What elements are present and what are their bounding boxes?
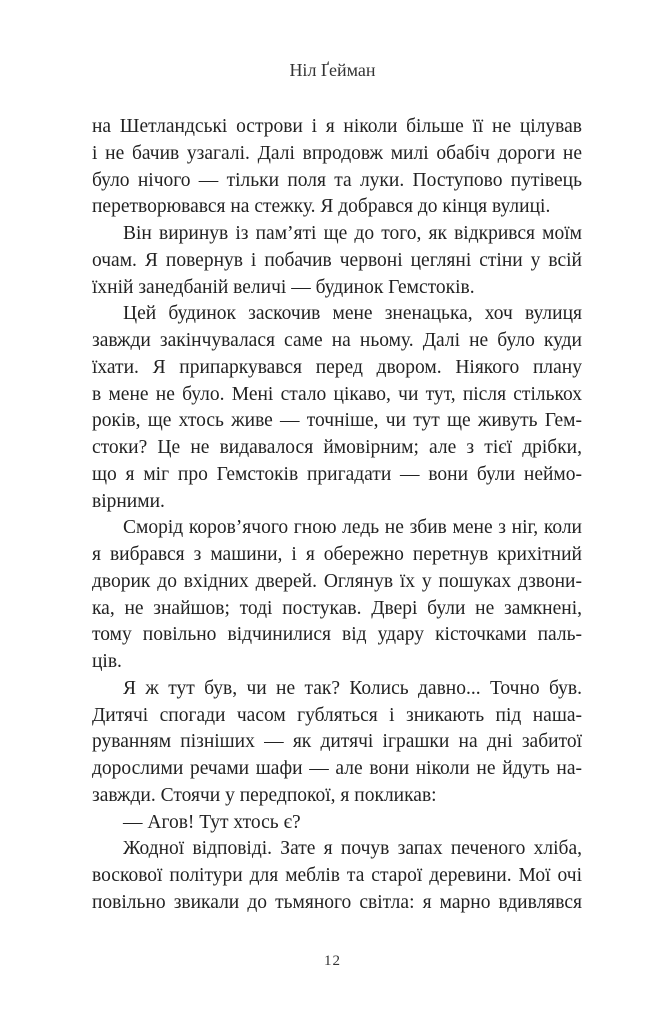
text-line: Жодної відповіді. Зате я почув запах печеного хліба,	[123, 838, 582, 860]
paragraph	[92, 836, 582, 916]
text-line: завжди. Стоячи у передпокої, я покликав:	[92, 784, 437, 806]
text-line: їхати. Я припаркувався перед двором. Ніякого плану	[92, 356, 582, 378]
text-line: тому повільно відчинилися від удару кісточками паль-	[92, 624, 582, 646]
paragraph	[92, 301, 582, 515]
body-text	[92, 114, 582, 917]
text-line: стоки? Це не видавалося ймовірним; але з тієї дрібки,	[92, 437, 582, 458]
paragraph	[92, 515, 582, 676]
text-line: Він виринув із пам’яті ще до того, як відкрився моїм	[123, 223, 582, 244]
running-header-author: Ніл Ґейман	[289, 60, 376, 80]
text-line: перетворювався на стежку. Я добрався до кінця вулиці.	[92, 196, 551, 218]
text-line: дворик до вхідних дверей. Оглянув їх у пошуках дзвони-	[92, 570, 582, 592]
paragraph	[92, 221, 582, 301]
text-line: на Шетландські острови і я ніколи більше її не цілував	[92, 116, 582, 137]
paragraph	[92, 676, 582, 810]
text-line: Сморід коров’ячого гною ледь не збив мене з ніг, коли	[123, 517, 582, 539]
page-number: 12	[324, 953, 341, 969]
text-line: ців.	[92, 651, 122, 672]
text-line: — Агов! Тут хтось є?	[123, 811, 301, 833]
text-line: завжди закінчувалася саме на ньому. Далі не було куди	[92, 330, 582, 351]
text-line: повільно звикали до тьмяного світла: я марно вдивлявся	[92, 891, 582, 913]
text-line: руванням пізніших — як дитячі іграшки на дні забитої	[92, 731, 582, 753]
text-line: було нічого — тільки поля та луки. Поступово путівець	[92, 169, 582, 191]
text-line: і не бачив узагалі. Далі впродовж милі обабіч дороги не	[92, 142, 582, 164]
text-line: воскової політури для меблів та старої деревини. Мої очі	[92, 865, 582, 886]
text-line: ка, не знайшов; тоді постукав. Двері були не замкнені,	[92, 597, 582, 619]
text-line: вірними.	[92, 490, 165, 512]
text-line: Дитячі спогади часом губляться і зникають під наша-	[92, 704, 582, 726]
text-line: в мене не було. Мені стало цікаво, чи тут, після стількох	[92, 383, 582, 405]
text-line: дорослими речами шафи — але вони ніколи не йдуть на-	[92, 758, 582, 779]
paragraph	[92, 810, 582, 837]
text-line: Я ж тут був, чи не так? Колись давно... Точно був.	[123, 677, 582, 699]
text-line: Цей будинок заскочив мене зненацька, хоч вулиця	[123, 303, 582, 325]
text-line: їхній занедбаній величі — будинок Гемстоків.	[92, 276, 475, 298]
paragraph	[92, 114, 582, 221]
text-line: очам. Я повернув і побачив червоні цегляні стіни у всій	[92, 249, 582, 271]
text-line: років, ще хтось живе — точніше, чи тут ще живуть Гем-	[92, 410, 582, 432]
text-line: що я міг про Гемстоків пригадати — вони були неймо-	[92, 463, 582, 485]
text-line: я вибрався з машини, і я обережно перетнув крихітний	[92, 544, 582, 565]
